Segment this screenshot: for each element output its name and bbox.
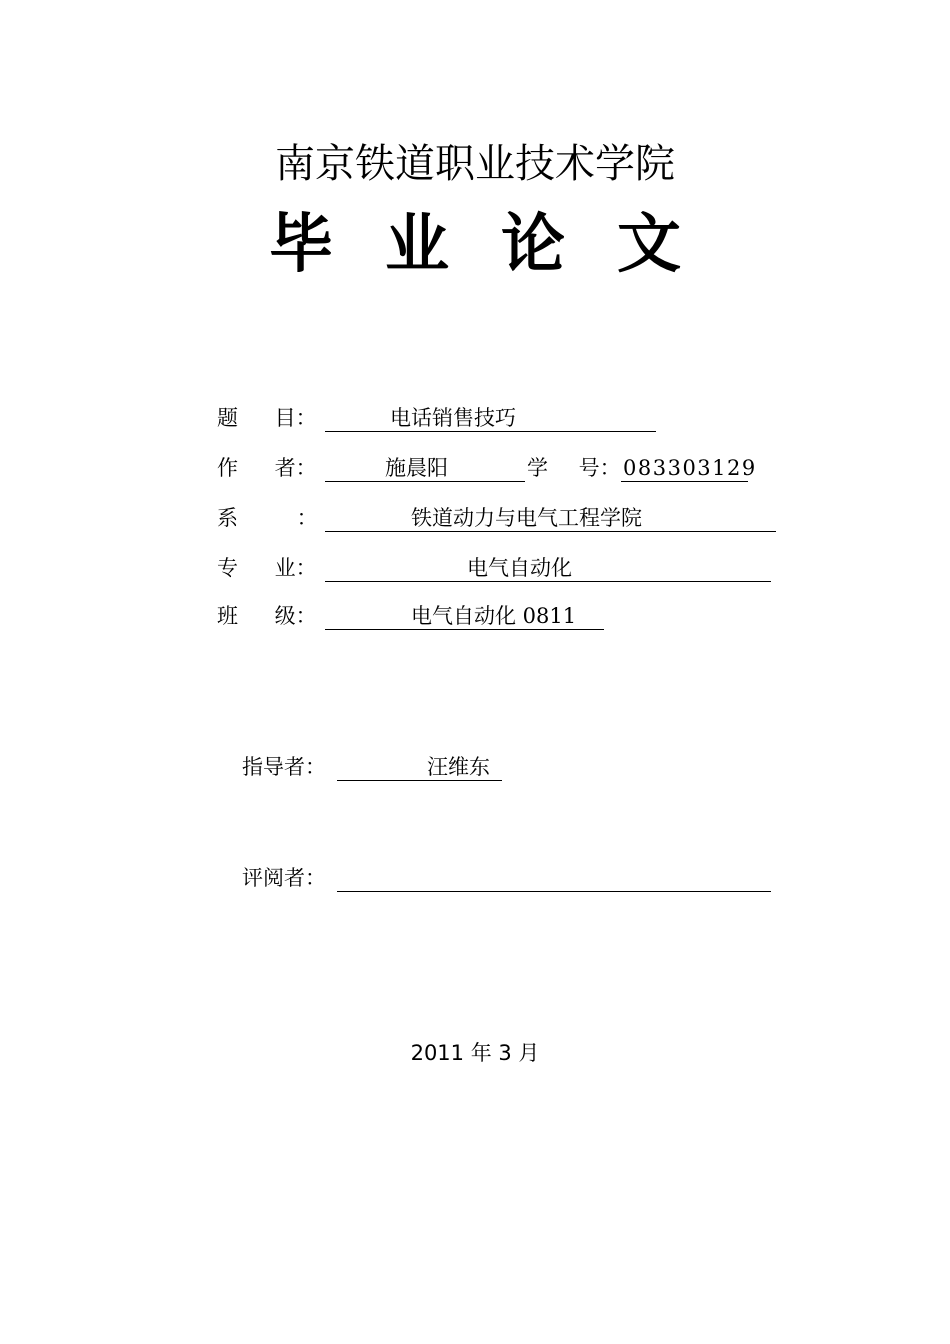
author-label: 作 者： xyxy=(217,456,317,480)
title-value: 电话销售技巧 xyxy=(390,406,516,430)
advisor-field xyxy=(337,754,502,781)
department-value: 铁道动力与电气工程学院 xyxy=(411,506,642,530)
class-value: 电气自动化 0811 xyxy=(411,604,577,628)
reviewer-label: 评阅者： xyxy=(242,866,326,890)
school-name: 南京铁道职业技术学院 xyxy=(275,141,675,187)
submission-date: 2011 年 3 月 xyxy=(410,1041,540,1065)
title-field xyxy=(325,405,656,432)
advisor-value: 汪维东 xyxy=(427,755,490,779)
reviewer-field xyxy=(337,865,771,892)
major-field xyxy=(325,555,771,582)
class-field xyxy=(325,603,604,630)
student-id-value: 083303129 xyxy=(623,456,757,480)
document-type-char: 毕 xyxy=(269,207,333,282)
advisor-label: 指导者： xyxy=(242,755,326,779)
major-value: 电气自动化 xyxy=(467,556,572,580)
document-type-char: 文 xyxy=(617,207,681,282)
document-type-heading xyxy=(0,205,950,285)
author-value: 施晨阳 xyxy=(385,456,448,480)
document-type-char: 业 xyxy=(385,207,449,282)
document-type-char: 论 xyxy=(501,207,565,282)
title-label: 题 目： xyxy=(217,406,317,430)
department-field xyxy=(325,505,776,532)
class-label: 班 级： xyxy=(217,604,317,628)
department-label: 系 ： xyxy=(217,506,318,530)
student-id-field xyxy=(621,455,757,482)
student-id-label: 学 号： xyxy=(527,456,621,480)
major-label: 专 业： xyxy=(217,556,317,580)
author-field xyxy=(325,455,525,482)
